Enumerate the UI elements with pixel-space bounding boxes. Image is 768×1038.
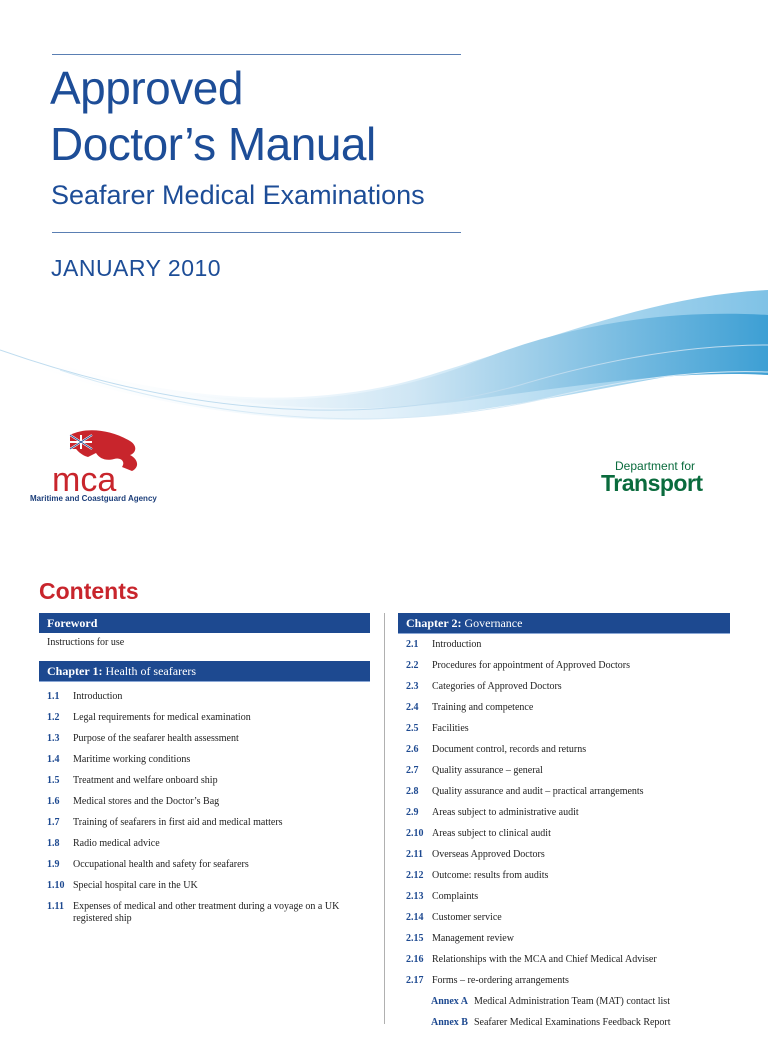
toc-entry-number: 2.10 [406, 828, 424, 839]
contents-left-column [39, 613, 370, 934]
toc-entry[interactable] [39, 733, 370, 745]
toc-entry-number: 1.3 [47, 733, 60, 744]
annex-title: Medical Administration Team (MAT) contact list [473, 996, 670, 1007]
toc-entry[interactable] [398, 912, 730, 924]
toc-entry-title: Forms – re-ordering arrangements [432, 975, 569, 986]
contents-right-column [398, 613, 730, 1038]
toc-entry-number: 1.9 [47, 859, 60, 870]
chapter2-list [398, 639, 730, 987]
subtitle-rule [52, 232, 461, 233]
foreword-label: Foreword [47, 616, 98, 630]
chapter2-label: Chapter 2: [406, 616, 462, 630]
mca-logo-mark: mca [52, 461, 117, 499]
chapter1-bar[interactable] [39, 661, 370, 681]
dft-logo-small: Department for [615, 459, 696, 473]
toc-entry-title: Customer service [432, 912, 502, 923]
toc-entry[interactable] [39, 754, 370, 766]
foreword-bar[interactable] [39, 613, 370, 633]
title-line-1: Approved [50, 62, 243, 114]
title-line-2: Doctor’s Manual [50, 118, 376, 170]
toc-entry[interactable] [398, 975, 730, 987]
annex-title: Seafarer Medical Examinations Feedback Report [473, 1017, 671, 1028]
toc-entry-title: Occupational health and safety for seafarers [73, 859, 249, 870]
toc-entry-number: 2.8 [406, 786, 419, 797]
toc-entry-number: 2.2 [406, 660, 419, 671]
toc-entry-number: 2.6 [406, 744, 419, 755]
toc-annex[interactable] [398, 1017, 730, 1029]
toc-entry-title: Relationships with the MCA and Chief Medical Adviser [432, 954, 657, 965]
toc-entry[interactable] [39, 691, 370, 703]
toc-entry-number: 2.12 [406, 870, 424, 881]
toc-entry-title: Procedures for appointment of Approved Doctors [432, 660, 631, 671]
toc-entry-title: Outcome: results from audits [432, 870, 549, 881]
annex-list [398, 996, 730, 1029]
toc-entry[interactable] [398, 849, 730, 861]
toc-entry[interactable] [398, 639, 730, 651]
toc-entry-title: Facilities [432, 723, 469, 734]
toc-entry[interactable] [39, 838, 370, 850]
toc-entry-number: 1.1 [47, 691, 60, 702]
toc-entry-title: Maritime working conditions [73, 754, 191, 765]
toc-entry-title: Treatment and welfare onboard ship [73, 775, 218, 786]
toc-entry[interactable] [398, 891, 730, 903]
toc-entry[interactable] [398, 954, 730, 966]
toc-entry-title: Quality assurance – general [432, 765, 543, 776]
toc-entry-title: Complaints [432, 891, 479, 902]
toc-entry[interactable] [39, 880, 370, 892]
toc-entry-title: Introduction [73, 691, 123, 702]
toc-entry-number: 1.8 [47, 838, 60, 849]
toc-entry-number: 1.11 [47, 901, 64, 912]
chapter1-separator [39, 681, 370, 682]
publication-date: JANUARY 2010 [51, 255, 222, 281]
toc-entry-number: 2.15 [406, 933, 424, 944]
toc-entry-number: 1.7 [47, 817, 60, 828]
chapter2-title: Governance [464, 616, 523, 630]
toc-entry-title: Management review [432, 933, 514, 944]
top-rule [52, 54, 461, 55]
toc-entry[interactable] [39, 796, 370, 808]
toc-entry[interactable] [39, 901, 370, 925]
toc-entry[interactable] [398, 933, 730, 945]
toc-entry[interactable] [398, 744, 730, 756]
chapter2-separator [398, 633, 730, 634]
toc-entry-number: 2.11 [406, 849, 423, 860]
toc-entry-title: Areas subject to administrative audit [432, 807, 579, 818]
toc-entry-title: Expenses of medical and other treatment during a voyage on a UK registered ship [73, 901, 340, 924]
toc-entry[interactable] [398, 723, 730, 735]
contents-heading: Contents [39, 578, 139, 604]
toc-entry-title: Overseas Approved Doctors [432, 849, 545, 860]
toc-entry[interactable] [39, 817, 370, 829]
toc-entry-title: Training and competence [432, 702, 534, 713]
toc-entry-number: 2.5 [406, 723, 419, 734]
mca-caption: Maritime and Coastguard Agency [30, 494, 157, 503]
toc-entry-title: Areas subject to clinical audit [432, 828, 551, 839]
toc-entry-title: Quality assurance and audit – practical arrangements [432, 786, 644, 797]
toc-entry-title: Purpose of the seafarer health assessment [73, 733, 239, 744]
toc-entry-title: Legal requirements for medical examination [73, 712, 251, 723]
annex-label: Annex A [431, 996, 468, 1007]
toc-entry[interactable] [398, 870, 730, 882]
toc-entry-title: Special hospital care in the UK [73, 880, 198, 891]
toc-entry[interactable] [39, 775, 370, 787]
chapter1-list [39, 691, 370, 925]
chapter2-bar[interactable] [398, 613, 730, 633]
toc-entry-title: Training of seafarers in first aid and medical matters [73, 817, 283, 828]
toc-entry[interactable] [398, 765, 730, 777]
chapter1-label: Chapter 1: [47, 664, 103, 678]
toc-entry-number: 2.14 [406, 912, 424, 923]
toc-entry-number: 2.13 [406, 891, 424, 902]
toc-entry-number: 2.3 [406, 681, 419, 692]
toc-entry[interactable] [398, 660, 730, 672]
toc-entry[interactable] [398, 681, 730, 693]
toc-entry-number: 2.16 [406, 954, 424, 965]
toc-entry-number: 2.4 [406, 702, 419, 713]
foreword-item[interactable]: Instructions for use [47, 637, 125, 648]
toc-annex[interactable] [398, 996, 730, 1008]
toc-entry-number: 2.17 [406, 975, 424, 986]
spacer [39, 653, 370, 661]
toc-entry-number: 1.2 [47, 712, 60, 723]
toc-entry-number: 1.10 [47, 880, 65, 891]
toc-entry[interactable] [39, 712, 370, 724]
toc-entry-number: 1.6 [47, 796, 60, 807]
toc-entry[interactable] [398, 828, 730, 840]
toc-entry[interactable] [398, 702, 730, 714]
toc-entry[interactable] [39, 859, 370, 871]
toc-entry-title: Radio medical advice [73, 838, 160, 849]
toc-entry[interactable] [398, 807, 730, 819]
toc-entry-number: 1.4 [47, 754, 60, 765]
annex-label: Annex B [431, 1017, 468, 1028]
toc-entry-number: 2.7 [406, 765, 419, 776]
toc-entry-number: 2.9 [406, 807, 419, 818]
subtitle: Seafarer Medical Examinations [51, 180, 425, 210]
toc-entry-title: Document control, records and returns [432, 744, 587, 755]
toc-entry-number: 1.5 [47, 775, 60, 786]
toc-entry-title: Medical stores and the Doctor’s Bag [73, 796, 220, 807]
toc-entry-number: 2.1 [406, 639, 419, 650]
toc-entry[interactable] [398, 786, 730, 798]
toc-entry-title: Introduction [432, 639, 482, 650]
dft-logo-wordmark: Transport [601, 470, 703, 496]
toc-entry-title: Categories of Approved Doctors [432, 681, 562, 692]
chapter1-title: Health of seafarers [105, 664, 197, 678]
column-divider [384, 613, 385, 1024]
